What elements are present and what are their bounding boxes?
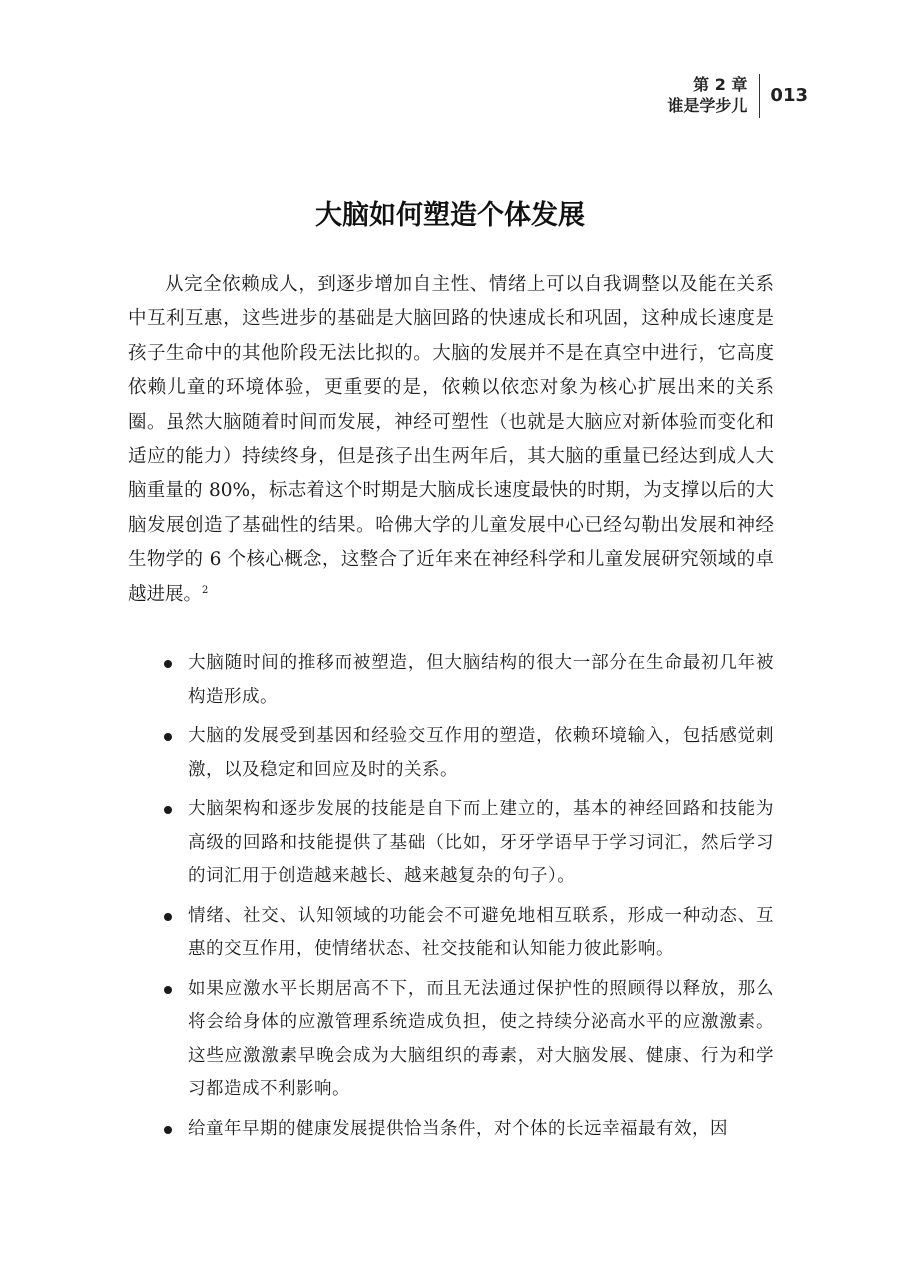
list-item: [160, 900, 774, 967]
chapter-number: 第 2 章: [693, 75, 748, 94]
footnote-reference: 2: [202, 584, 209, 596]
list-item: [160, 973, 774, 1107]
bullet-icon: [164, 806, 172, 814]
core-concepts-list: [160, 647, 774, 1152]
bullet-icon: [164, 986, 172, 994]
section-title: 大脑如何塑造个体发展: [315, 200, 585, 231]
list-item-text: 给童年早期的健康发展提供恰当条件，对个体的长远幸福最有效，因: [188, 1118, 728, 1139]
bullet-icon: [164, 1126, 172, 1134]
bullet-icon: [164, 660, 172, 668]
list-item: [160, 647, 774, 714]
running-head: [667, 74, 808, 118]
list-item: [160, 793, 774, 894]
bullet-icon: [164, 913, 172, 921]
list-item: [160, 720, 774, 787]
list-item: [160, 1113, 774, 1147]
list-item-text: 如果应激水平长期居高不下，而且无法通过保护性的照顾得以释放，那么将会给身体的应激管理系统造成负担，使之持续分泌高水平的应激激素。这些应激激素早晚会成为大脑组织的毒素，对大脑发展、健康、行为和学习都造成不利影响。: [188, 978, 774, 1099]
list-item-text: 大脑的发展受到基因和经验交互作用的塑造，依赖环境输入，包括感觉刺激，以及稳定和回应及时的关系。: [188, 726, 774, 780]
chapter-title: 谁是学步儿: [667, 96, 748, 115]
list-item-text: 大脑随时间的推移而被塑造，但大脑结构的很大一部分在生命最初几年被构造形成。: [188, 653, 774, 707]
body-paragraph: [128, 268, 774, 612]
paragraph-text: 从完全依赖成人，到逐步增加自主性、情绪上可以自我调整以及能在关系中互利互惠，这些进步的基础是大脑回路的快速成长和巩固，这种成长速度是孩子生命中的其他阶段无法比拟的。大脑的发展并不是在真空中进行，它高度依赖儿童的环境体验，更重要的是，依赖以依恋对象为核心扩展出来的关系圈。虽然大脑随着时间而发展，神经可塑性（也就是大脑应对新体验而变化和适应的能力）持续终身，但是孩子出生两年后，其大脑的重量已经达到成人大脑重量的 80%，标志着这个时期是大脑成长速度最快的时期，为支撑以后的大脑发展创造了基础性的结果。哈佛大学的儿童发展中心已经勾勒出发展和神经生物学的 6 个核心概念，这整合了近年来在神经科学和儿童发展研究领域的卓越进展。: [128, 274, 774, 605]
page-number: 013: [770, 85, 808, 106]
list-item-text: 情绪、社交、认知领域的功能会不可避免地相互联系，形成一种动态、互惠的交互作用，使情绪状态、社交技能和认知能力彼此影响。: [188, 905, 774, 959]
list-item-text: 大脑架构和逐步发展的技能是自下而上建立的，基本的神经回路和技能为高级的回路和技能提供了基础（比如，牙牙学语早于学习词汇，然后学习的词汇用于创造越来越长、越来越复杂的句子）。: [188, 799, 774, 886]
bullet-icon: [164, 733, 172, 741]
chapter-label-block: [667, 74, 760, 118]
